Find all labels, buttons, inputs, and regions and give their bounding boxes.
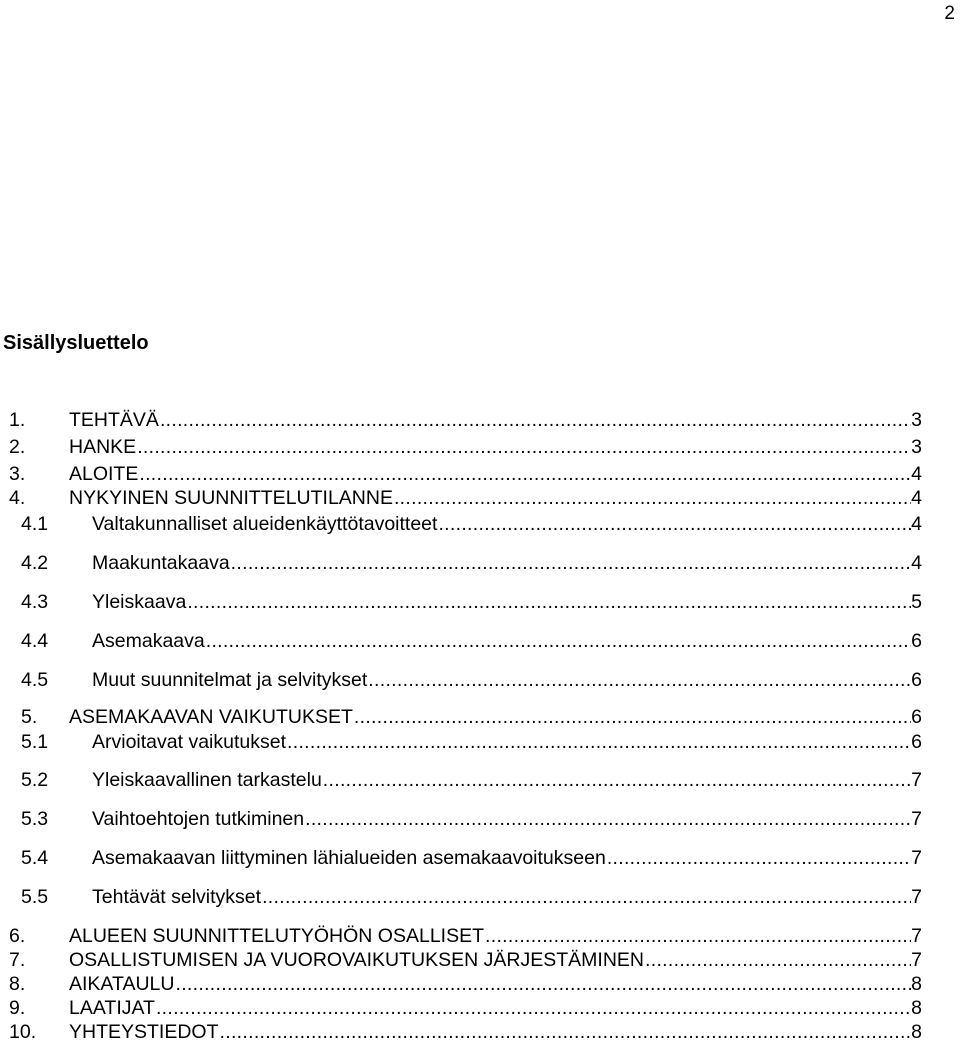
toc-entry-title: HANKE [69, 436, 137, 458]
toc-entry-title: YHTEYSTIEDOT [69, 1021, 219, 1043]
toc-entry-yleiskaava[interactable] [0, 590, 922, 614]
toc-entry-title: LAATIJAT [69, 997, 155, 1019]
toc-entry-page: 6 [911, 630, 922, 652]
toc-entry-number: 7. [9, 949, 26, 971]
toc-entry-number: 4.1 [21, 513, 49, 535]
toc-entry-page: 7 [911, 949, 922, 971]
toc-dot-leader [262, 885, 911, 909]
toc-dot-leader [305, 807, 911, 831]
toc-entry-page: 7 [911, 886, 922, 908]
toc-entry-page: 3 [911, 436, 922, 458]
toc-entry-page: 7 [911, 808, 922, 830]
toc-entry-title: OSALLISTUMISEN JA VUOROVAIKUTUKSEN JÄRJESTÄMINEN [69, 949, 645, 971]
toc-entry-number: 4.2 [21, 552, 49, 574]
toc-entry-aloite[interactable] [0, 462, 922, 486]
toc-entry-aikataulu[interactable] [0, 972, 922, 996]
toc-entry-number: 5.1 [21, 731, 49, 753]
toc-entry-number: 5.4 [21, 847, 49, 869]
toc-entry-number: 4.3 [21, 591, 49, 613]
toc-entry-page: 7 [911, 925, 922, 947]
toc-entry-number: 3. [9, 463, 26, 485]
toc-dot-leader [206, 629, 911, 653]
toc-entry-page: 8 [911, 997, 922, 1019]
toc-entry-valtakunnalliset[interactable] [0, 512, 922, 536]
toc-entry-number: 1. [9, 409, 26, 431]
toc-dot-leader [139, 462, 911, 486]
toc-entry-number: 10. [9, 1021, 37, 1043]
toc-entry-page: 8 [911, 1021, 922, 1043]
toc-entry-title: Muut suunnitelmat ja selvitykset [92, 669, 368, 691]
toc-entry-number: 4.4 [21, 630, 49, 652]
toc-dot-leader [368, 668, 911, 692]
toc-entry-page: 7 [911, 769, 922, 791]
toc-entry-page: 3 [911, 409, 922, 431]
toc-entry-tehtava[interactable] [0, 408, 922, 432]
toc-entry-page: 5 [911, 591, 922, 613]
toc-entry-hanke[interactable] [0, 435, 922, 459]
toc-entry-page: 7 [911, 847, 922, 869]
toc-entry-number: 5.2 [21, 769, 49, 791]
toc-dot-leader [394, 486, 911, 510]
toc-entry-vaihtoehtojen-tutkiminen[interactable] [0, 807, 922, 831]
toc-entry-number: 5. [21, 706, 38, 728]
toc-entry-asemakaava[interactable] [0, 629, 922, 653]
toc-entry-title: Valtakunnalliset alueidenkäyttötavoitteet [92, 513, 438, 535]
toc-entry-title: Asemakaavan liittyminen lähialueiden asemakaavoitukseen [92, 847, 606, 869]
toc-entry-page: 4 [911, 552, 922, 574]
toc-entry-muut-suunnitelmat[interactable] [0, 668, 922, 692]
toc-entry-title: NYKYINEN SUUNNITTELUTILANNE [69, 487, 393, 509]
toc-entry-page: 6 [911, 669, 922, 691]
toc-dot-leader [231, 551, 911, 575]
toc-entry-maakuntakaava[interactable] [0, 551, 922, 575]
page-number: 2 [944, 3, 955, 24]
toc-dot-leader [485, 924, 911, 948]
toc-dot-leader [323, 768, 911, 792]
toc-entry-osalliset[interactable] [0, 924, 922, 948]
toc-dot-leader [438, 512, 911, 536]
toc-entry-nykyinen-suunnittelutilanne[interactable] [0, 486, 922, 510]
toc-dot-leader [645, 948, 911, 972]
toc-entry-asemakaavan-vaikutukset[interactable] [0, 705, 922, 729]
toc-entry-title: AIKATAULU [69, 973, 175, 995]
toc-dot-leader [607, 846, 911, 870]
toc-entry-number: 6. [9, 925, 26, 947]
toc-entry-number: 5.3 [21, 808, 49, 830]
toc-dot-leader [287, 730, 911, 754]
toc-entry-number: 2. [9, 436, 26, 458]
toc-entry-title: ASEMAKAAVAN VAIKUTUKSET [69, 706, 353, 728]
toc-entry-number: 4.5 [21, 669, 49, 691]
toc-entry-title: TEHTÄVÄ [69, 409, 159, 431]
toc-entry-laatijat[interactable] [0, 996, 922, 1020]
toc-dot-leader [156, 996, 911, 1020]
toc-entry-tehtavat-selvitykset[interactable] [0, 885, 922, 909]
toc-entry-osallistuminen[interactable] [0, 948, 922, 972]
toc-entry-number: 4. [9, 487, 26, 509]
toc-entry-page: 4 [911, 487, 922, 509]
toc-entry-arvioitavat-vaikutukset[interactable] [0, 730, 922, 754]
toc-entry-page: 6 [911, 706, 922, 728]
toc-entry-title: Yleiskaavallinen tarkastelu [92, 769, 322, 791]
toc-entry-number: 9. [9, 997, 26, 1019]
toc-entry-yhteystiedot[interactable] [0, 1020, 922, 1044]
toc-entry-asemakaavan-liittyminen[interactable] [0, 846, 922, 870]
toc-entry-page: 8 [911, 973, 922, 995]
toc-dot-leader [137, 435, 911, 459]
toc-title: Sisällysluettelo [3, 332, 149, 354]
toc-dot-leader [354, 705, 911, 729]
toc-entry-title: Tehtävät selvitykset [92, 886, 262, 908]
toc-entry-title: Vaihtoehtojen tutkiminen [92, 808, 305, 830]
toc-entry-title: Asemakaava [92, 630, 205, 652]
toc-entry-title: Yleiskaava [92, 591, 187, 613]
toc-dot-leader [175, 972, 911, 996]
toc-entry-yleiskaavallinen-tarkastelu[interactable] [0, 768, 922, 792]
toc-entry-title: ALOITE [69, 463, 139, 485]
toc-entry-title: Maakuntakaava [92, 552, 230, 574]
toc-dot-leader [187, 590, 911, 614]
toc-entry-title: Arvioitavat vaikutukset [92, 731, 287, 753]
toc-entry-page: 6 [911, 731, 922, 753]
toc-entry-number: 5.5 [21, 886, 49, 908]
toc-entry-title: ALUEEN SUUNNITTELUTYÖHÖN OSALLISET [69, 925, 485, 947]
toc-entry-number: 8. [9, 973, 26, 995]
toc-dot-leader [220, 1020, 912, 1044]
toc-entry-page: 4 [911, 513, 922, 535]
toc-dot-leader [160, 408, 911, 432]
toc-entry-page: 4 [911, 463, 922, 485]
